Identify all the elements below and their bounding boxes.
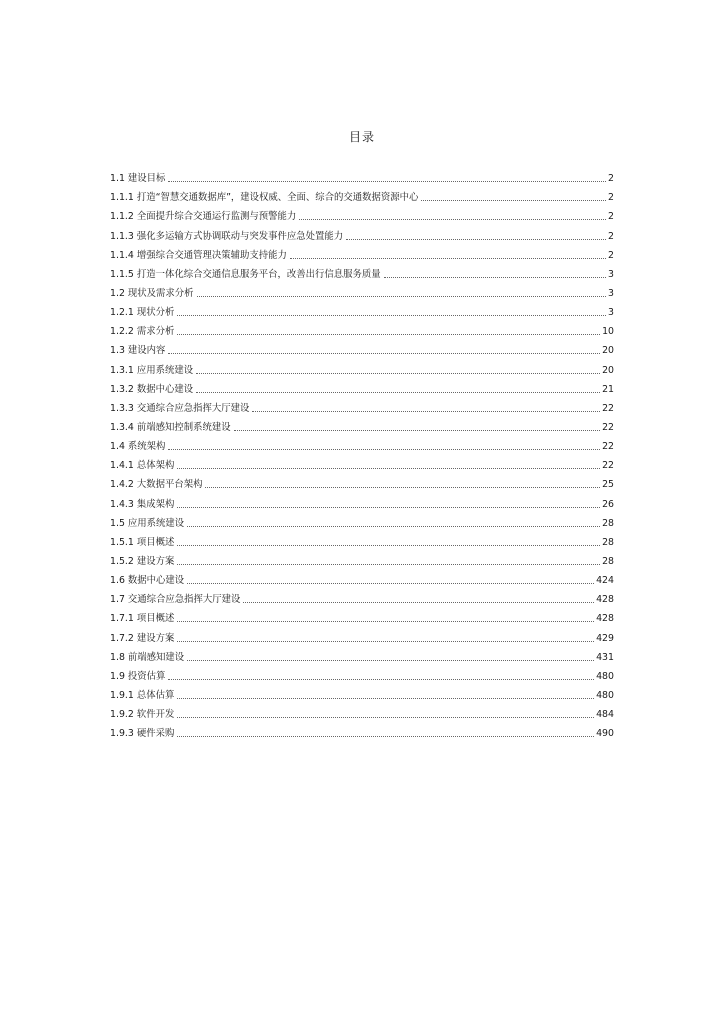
toc-entry-page-number: 22: [602, 460, 614, 472]
toc-entry-page-number: 20: [602, 364, 614, 376]
toc-dot-leader: [177, 736, 594, 737]
toc-entry[interactable]: [110, 721, 614, 740]
toc-entry[interactable]: [110, 568, 614, 587]
toc-entry-label: 1.2.2 需求分析: [110, 326, 175, 338]
toc-entry-page-number: 424: [596, 575, 614, 587]
toc-entry-page-number: 2: [608, 249, 614, 261]
toc-entry-label: 1.7 交通综合应急指挥大厅建设: [110, 594, 241, 606]
toc-entry[interactable]: [110, 434, 614, 453]
toc-entry-label: 1.6 数据中心建设: [110, 575, 185, 587]
toc-entry-label: 1.3 建设内容: [110, 345, 166, 357]
toc-entry-page-number: 10: [602, 326, 614, 338]
toc-entry-label: 1.9.1 总体估算: [110, 689, 175, 701]
toc-entry[interactable]: [110, 453, 614, 472]
toc-list: [110, 166, 614, 740]
toc-entry[interactable]: [110, 683, 614, 702]
toc-entry[interactable]: [110, 472, 614, 491]
toc-entry[interactable]: [110, 396, 614, 415]
toc-dot-leader: [197, 296, 607, 297]
toc-entry-page-number: 28: [602, 517, 614, 529]
toc-entry-label: 1.9.2 软件开发: [110, 709, 175, 721]
toc-entry[interactable]: [110, 319, 614, 338]
toc-title: 目录: [348, 130, 375, 144]
toc-entry[interactable]: [110, 606, 614, 625]
toc-entry-label: 1.4.3 集成架构: [110, 498, 175, 510]
toc-entry-page-number: 480: [596, 670, 614, 682]
toc-entry[interactable]: [110, 204, 614, 223]
toc-dot-leader: [168, 449, 600, 450]
toc-entry[interactable]: [110, 415, 614, 434]
toc-entry[interactable]: [110, 549, 614, 568]
toc-entry-page-number: 22: [602, 402, 614, 414]
toc-entry-page-number: 28: [602, 536, 614, 548]
toc-entry[interactable]: [110, 491, 614, 510]
toc-entry-page-number: 431: [596, 651, 614, 663]
toc-dot-leader: [384, 277, 606, 278]
toc-dot-leader: [187, 660, 594, 661]
toc-entry[interactable]: [110, 243, 614, 262]
toc-entry[interactable]: [110, 262, 614, 281]
toc-entry[interactable]: [110, 664, 614, 683]
toc-entry-page-number: 26: [602, 498, 614, 510]
toc-entry-page-number: 2: [608, 192, 614, 204]
toc-entry-label: 1.2.1 现状分析: [110, 307, 175, 319]
toc-entry-label: 1.3.4 前端感知控制系统建设: [110, 421, 231, 433]
toc-entry-page-number: 3: [608, 268, 614, 280]
toc-entry[interactable]: [110, 223, 614, 242]
toc-entry-page-number: 22: [602, 441, 614, 453]
toc-entry-page-number: 20: [602, 345, 614, 357]
toc-entry-label: 1.1.3 强化多运输方式协调联动与突发事件应急处置能力: [110, 230, 344, 242]
toc-entry-page-number: 428: [596, 594, 614, 606]
toc-entry[interactable]: [110, 377, 614, 396]
toc-entry-label: 1.5 应用系统建设: [110, 517, 185, 529]
toc-entry-label: 1.5.1 项目概述: [110, 536, 175, 548]
toc-dot-leader: [177, 545, 600, 546]
toc-dot-leader: [187, 583, 594, 584]
toc-entry[interactable]: [110, 530, 614, 549]
toc-dot-leader: [196, 373, 600, 374]
toc-entry[interactable]: [110, 166, 614, 185]
toc-entry-label: 1.4.1 总体架构: [110, 460, 175, 472]
toc-entry-label: 1.1.1 打造“智慧交通数据库”，建设权威、全面、综合的交通数据资源中心: [110, 192, 419, 204]
toc-dot-leader: [252, 411, 600, 412]
toc-dot-leader: [177, 468, 600, 469]
toc-entry[interactable]: [110, 300, 614, 319]
toc-entry[interactable]: [110, 645, 614, 664]
toc-dot-leader: [177, 641, 594, 642]
toc-entry-label: 1.3.2 数据中心建设: [110, 383, 194, 395]
toc-dot-leader: [168, 181, 606, 182]
toc-dot-leader: [205, 487, 600, 488]
toc-dot-leader: [421, 200, 606, 201]
toc-entry[interactable]: [110, 587, 614, 606]
toc-entry-label: 1.8 前端感知建设: [110, 651, 185, 663]
toc-entry-label: 1.3.1 应用系统建设: [110, 364, 194, 376]
toc-dot-leader: [177, 315, 606, 316]
toc-entry-label: 1.9.3 硬件采购: [110, 728, 175, 740]
toc-entry-page-number: 21: [602, 383, 614, 395]
toc-dot-leader: [196, 392, 600, 393]
toc-entry-label: 1.3.3 交通综合应急指挥大厅建设: [110, 402, 250, 414]
toc-dot-leader: [177, 334, 600, 335]
toc-dot-leader: [346, 239, 606, 240]
toc-entry-label: 1.5.2 建设方案: [110, 555, 175, 567]
toc-entry-page-number: 3: [608, 307, 614, 319]
toc-entry-label: 1.4 系统架构: [110, 441, 166, 453]
toc-entry-label: 1.1.4 增强综合交通管理决策辅助支持能力: [110, 249, 287, 261]
toc-entry[interactable]: [110, 357, 614, 376]
toc-entry-page-number: 28: [602, 555, 614, 567]
toc-dot-leader: [177, 698, 594, 699]
toc-dot-leader: [243, 602, 594, 603]
toc-entry-label: 1.1 建设目标: [110, 173, 166, 185]
toc-entry[interactable]: [110, 625, 614, 644]
toc-entry-page-number: 2: [608, 230, 614, 242]
toc-entry-page-number: 490: [596, 728, 614, 740]
toc-entry-page-number: 25: [602, 479, 614, 491]
toc-entry-page-number: 2: [608, 211, 614, 223]
toc-dot-leader: [168, 353, 600, 354]
toc-dot-leader: [177, 507, 600, 508]
toc-dot-leader: [177, 621, 594, 622]
toc-entry-page-number: 2: [608, 173, 614, 185]
toc-entry-page-number: 484: [596, 709, 614, 721]
toc-dot-leader: [168, 679, 594, 680]
toc-dot-leader: [177, 564, 600, 565]
toc-entry[interactable]: [110, 338, 614, 357]
toc-entry-page-number: 428: [596, 613, 614, 625]
toc-entry-label: 1.1.2 全面提升综合交通运行监测与预警能力: [110, 211, 297, 223]
toc-entry-page-number: 480: [596, 689, 614, 701]
toc-entry[interactable]: [110, 185, 614, 204]
toc-dot-leader: [187, 526, 600, 527]
toc-entry-label: 1.4.2 大数据平台架构: [110, 479, 203, 491]
toc-entry[interactable]: [110, 281, 614, 300]
toc-entry-page-number: 3: [608, 287, 614, 299]
toc-dot-leader: [234, 430, 600, 431]
toc-entry-page-number: 429: [596, 632, 614, 644]
toc-entry-page-number: 22: [602, 421, 614, 433]
toc-dot-leader: [299, 219, 606, 220]
toc-dot-leader: [177, 717, 594, 718]
toc-entry-label: 1.2 现状及需求分析: [110, 287, 194, 299]
toc-dot-leader: [290, 258, 606, 259]
toc-entry-label: 1.7.1 项目概述: [110, 613, 175, 625]
toc-entry[interactable]: [110, 702, 614, 721]
toc-entry-label: 1.9 投资估算: [110, 670, 166, 682]
toc-entry-label: 1.7.2 建设方案: [110, 632, 175, 644]
toc-entry-label: 1.1.5 打造一体化综合交通信息服务平台，改善出行信息服务质量: [110, 268, 381, 280]
toc-entry[interactable]: [110, 511, 614, 530]
